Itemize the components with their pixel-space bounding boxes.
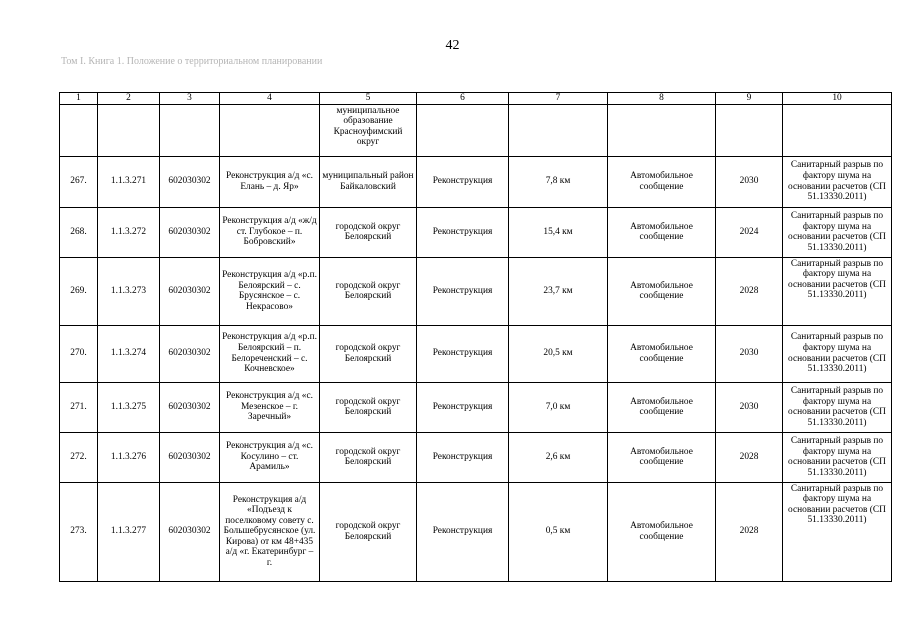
cell-type: Реконструкция (417, 257, 509, 325)
cell-name: Реконструкция а/д «Подъезд к поселковому совету с. Большебрусянское (ул. Кирова) от км 48+435 а/д «г. Екатеринбург – г. (220, 482, 320, 581)
cell-type: Реконструкция (417, 156, 509, 207)
cell-type: Реконструкция (417, 207, 509, 257)
cell-no: 269. (60, 257, 98, 325)
cell-empty (220, 104, 320, 156)
cell-zone: Санитарный разрыв по фактору шума на основании расчетов (СП 51.13330.2011) (783, 325, 892, 382)
column-number: 1 (60, 93, 98, 105)
cell-length: 0,5 км (509, 482, 608, 581)
cell-year: 2030 (716, 382, 783, 432)
cell-kind: 602030302 (160, 207, 220, 257)
cell-length: 7,8 км (509, 156, 608, 207)
cell-code: 1.1.3.273 (98, 257, 160, 325)
cell-purpose: Автомобильное сообщение (608, 156, 716, 207)
column-number: 9 (716, 93, 783, 105)
cell-no: 273. (60, 482, 98, 581)
cell-kind: 602030302 (160, 156, 220, 207)
cell-year: 2028 (716, 482, 783, 581)
cell-municipality: городской округ Белоярский (320, 207, 417, 257)
cell-year: 2030 (716, 325, 783, 382)
cell-empty (509, 104, 608, 156)
cell-no: 268. (60, 207, 98, 257)
planning-table (59, 92, 892, 582)
cell-purpose: Автомобильное сообщение (608, 432, 716, 482)
cell-year: 2030 (716, 156, 783, 207)
cell-zone: Санитарный разрыв по фактору шума на основании расчетов (СП 51.13330.2011) (783, 482, 892, 581)
column-number: 4 (220, 93, 320, 105)
cell-purpose: Автомобильное сообщение (608, 207, 716, 257)
cell-kind: 602030302 (160, 257, 220, 325)
table-row (60, 382, 892, 432)
cell-zone: Санитарный разрыв по фактору шума на основании расчетов (СП 51.13330.2011) (783, 257, 892, 325)
column-number: 8 (608, 93, 716, 105)
cell-name: Реконструкция а/д «ж/д ст. Глубокое – п. Бобровский» (220, 207, 320, 257)
column-number: 5 (320, 93, 417, 105)
cell-empty (716, 104, 783, 156)
cell-purpose: Автомобильное сообщение (608, 257, 716, 325)
cell-length: 20,5 км (509, 325, 608, 382)
column-number: 2 (98, 93, 160, 105)
cell-zone: Санитарный разрыв по фактору шума на основании расчетов (СП 51.13330.2011) (783, 207, 892, 257)
cell-municipality: городской округ Белоярский (320, 325, 417, 382)
cell-type: Реконструкция (417, 432, 509, 482)
cell-year: 2028 (716, 432, 783, 482)
cell-no: 270. (60, 325, 98, 382)
cell-length: 15,4 км (509, 207, 608, 257)
cell-length: 2,6 км (509, 432, 608, 482)
cell-purpose: Автомобильное сообщение (608, 325, 716, 382)
table-row (60, 207, 892, 257)
cell-municipality: городской округ Белоярский (320, 432, 417, 482)
cell-municipality: муниципальный район Байкаловский (320, 156, 417, 207)
column-number: 7 (509, 93, 608, 105)
cell-purpose: Автомобильное сообщение (608, 382, 716, 432)
cell-zone: Санитарный разрыв по фактору шума на основании расчетов (СП 51.13330.2011) (783, 432, 892, 482)
table-row (60, 156, 892, 207)
cell-year: 2024 (716, 207, 783, 257)
cell-code: 1.1.3.277 (98, 482, 160, 581)
cell-municipality: городской округ Белоярский (320, 482, 417, 581)
cell-kind: 602030302 (160, 325, 220, 382)
cell-type: Реконструкция (417, 482, 509, 581)
cell-name: Реконструкция а/д «с. Косулино – ст. Арамиль» (220, 432, 320, 482)
table-row-carry-over (60, 104, 892, 156)
table-row (60, 257, 892, 325)
cell-code: 1.1.3.276 (98, 432, 160, 482)
running-header: Том I. Книга 1. Положение о территориальном планировании (61, 56, 323, 67)
column-number: 10 (783, 93, 892, 105)
cell-zone: Санитарный разрыв по фактору шума на основании расчетов (СП 51.13330.2011) (783, 382, 892, 432)
cell-code: 1.1.3.275 (98, 382, 160, 432)
cell-empty (608, 104, 716, 156)
cell-length: 23,7 км (509, 257, 608, 325)
cell-code: 1.1.3.271 (98, 156, 160, 207)
cell-empty (160, 104, 220, 156)
cell-code: 1.1.3.272 (98, 207, 160, 257)
cell-kind: 602030302 (160, 382, 220, 432)
cell-name: Реконструкция а/д «р.п. Белоярский – с. Брусянское – с. Некрасово» (220, 257, 320, 325)
cell-kind: 602030302 (160, 432, 220, 482)
cell-empty (783, 104, 892, 156)
cell-empty (98, 104, 160, 156)
cell-purpose: Автомобильное сообщение (608, 482, 716, 581)
cell-no: 267. (60, 156, 98, 207)
table-row (60, 325, 892, 382)
cell-municipality: муниципальное образование Красноуфимский округ (320, 104, 417, 156)
table-row (60, 432, 892, 482)
page-number: 42 (445, 38, 460, 53)
cell-name: Реконструкция а/д «с. Елань – д. Яр» (220, 156, 320, 207)
cell-municipality: городской округ Белоярский (320, 257, 417, 325)
cell-empty (417, 104, 509, 156)
cell-code: 1.1.3.274 (98, 325, 160, 382)
cell-empty (60, 104, 98, 156)
cell-name: Реконструкция а/д «р.п. Белоярский – п. Белореченский – с. Кочневское» (220, 325, 320, 382)
column-number: 6 (417, 93, 509, 105)
cell-municipality: городской округ Белоярский (320, 382, 417, 432)
column-number: 3 (160, 93, 220, 105)
cell-zone: Санитарный разрыв по фактору шума на основании расчетов (СП 51.13330.2011) (783, 156, 892, 207)
cell-no: 272. (60, 432, 98, 482)
cell-name: Реконструкция а/д «с. Мезенское – г. Заречный» (220, 382, 320, 432)
cell-length: 7,0 км (509, 382, 608, 432)
cell-year: 2028 (716, 257, 783, 325)
column-number-row (60, 93, 892, 105)
cell-type: Реконструкция (417, 325, 509, 382)
table-row (60, 482, 892, 581)
cell-kind: 602030302 (160, 482, 220, 581)
cell-no: 271. (60, 382, 98, 432)
cell-type: Реконструкция (417, 382, 509, 432)
